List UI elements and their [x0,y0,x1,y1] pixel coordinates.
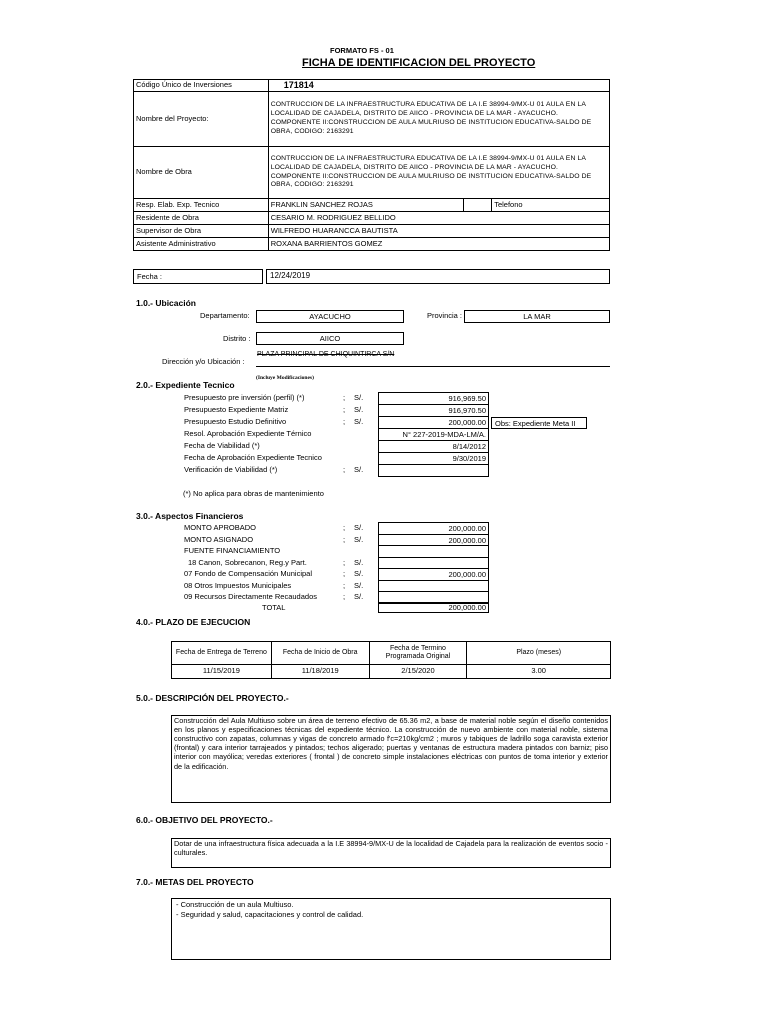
expediente-row-currency: S/. [354,465,364,474]
financiero-row-label: 08 Otros Impuestos Municipales [184,580,292,590]
provincia-value: LA MAR [464,310,610,323]
codigo-row [134,80,610,92]
codigo-label: Código Único de Inversiones [134,80,269,92]
metas-box [171,898,611,960]
resp-value: FRANKLIN SANCHEZ ROJAS [268,199,464,212]
financiero-row-value: 200,000.00 [378,522,489,535]
financiero-row-currency: S/. [354,557,364,567]
page-title: FICHA DE IDENTIFICACION DEL PROYECTO [302,57,536,69]
residente-value: CESARIO M. RODRIGUEZ BELLIDO [268,212,609,225]
financiero-row-label: MONTO ASIGNADO [184,534,254,544]
expediente-footnote: (*) No aplica para obras de mantenimiento [183,489,324,498]
plazo-header-meses: Plazo (meses) [467,642,611,665]
section-metas-heading: 7.0.- METAS DEL PROYECTO [136,877,254,887]
plazo-header-inicio: Fecha de Inicio de Obra [271,642,369,665]
nombre-proyecto-label: Nombre del Proyecto: [134,92,269,147]
expediente-row-value: 200,000.00 [378,416,489,429]
resp-label: Resp. Elab. Exp. Tecnico [134,199,269,212]
expediente-row-label: Presupuesto pre inversión (perfil) (*) [184,393,305,402]
fecha-label: Fecha : [137,272,163,281]
fecha-label-box [133,269,263,284]
provincia-label: Provincia : [427,311,463,320]
plazo-header-row [172,642,611,665]
residente-row [134,212,610,225]
financiero-row-currency: S/. [354,580,364,590]
codigo-value: 171814 [268,80,609,92]
financiero-row-separator: ; [343,534,346,544]
nombre-proyecto-row [134,92,610,147]
expediente-row-currency: S/. [354,393,364,402]
departamento-label: Departamento: [200,311,250,320]
section-objetivo-heading: 6.0.- OBJETIVO DEL PROYECTO.- [136,815,273,825]
financiero-row-separator: ; [343,569,346,578]
fecha-value: 12/24/2019 [270,271,311,280]
obs-expediente-box: Obs: Expediente Meta II [491,417,587,429]
expediente-row-value: 916,969.50 [378,392,489,405]
plazo-value-termino: 2/15/2020 [369,665,467,679]
expediente-row-separator: ; [343,405,346,414]
nombre-obra-row [134,147,610,199]
asistente-row [134,238,610,251]
financiero-row-label: 18 Canon, Sobrecanon, Reg.y Part. [188,557,307,567]
descripcion-text: Construcción del Aula Multiuso sobre un área de terreno efectivo de 65.36 m2, a base de material noble según el diseño contenidos en los planos y especificaciones técnicas del expediente técnico. La construcción de nuevo ambiente con material noble, sistema constructivo con zapatas, columnas y vigas de concreto armado f'c=210kg/cm2 ; muros y tabiques de ladrillo soga caravista exterior (frontal) y cara interior tarrajeados y pintados; techos aligerado; puertas y ventanas de estructura madera pintados con barniz; piso interior con mayólica; veredas exteriores ( frontal ) de concreto simple instalaciones eléctricas con puntos de toma interior y exterior de la edificación. [171,715,611,803]
financiero-row-value: 200,000.00 [378,568,489,581]
resp-row [134,199,610,212]
nombre-obra-label: Nombre de Obra [134,147,269,199]
plazo-table [171,641,611,679]
asistente-value: ROXANA BARRIENTOS GOMEZ [268,238,609,251]
metas-item: - Seguridad y salud, capacitaciones y control de calidad. [176,910,364,920]
expediente-row-value [378,464,489,477]
direccion-label: Dirección y/o Ubicación : [162,357,245,366]
financiero-row-label: 09 Recursos Directamente Recaudados [184,592,317,601]
expediente-row-label: Resol. Aprobación Expediente Térnico [184,429,312,438]
expediente-row-value: 9/30/2019 [378,452,489,465]
financiero-row-separator: ; [343,523,346,532]
expediente-row-value: 8/14/2012 [378,440,489,453]
expediente-row-label: Verificación de Viabilidad (*) [184,465,278,474]
plazo-value-inicio: 11/18/2019 [271,665,369,679]
financiero-row-separator: ; [343,557,346,567]
financiero-row-label: FUENTE FINANCIAMIENTO [184,546,281,555]
financiero-row-value: 200,000.00 [378,534,489,547]
distrito-label: Distrito : [223,334,251,343]
expediente-row-label: Presupuesto Estudio Definitivo [184,417,287,426]
incluye-modificaciones-note: (Incluye Modificaciones) [256,375,314,381]
plazo-value-row [172,665,611,679]
expediente-row-value: 916,970.50 [378,404,489,417]
expediente-row-currency: S/. [354,417,364,426]
expediente-row-label: Presupuesto Expediente Matriz [184,405,289,414]
expediente-row-value: N° 227-2019-MDA-LM/A. [378,428,489,441]
total-label: TOTAL [262,603,286,612]
residente-label: Residente de Obra [134,212,269,225]
total-value: 200,000.00 [378,602,489,613]
plazo-header-entrega: Fecha de Entrega de Terreno [172,642,272,665]
direccion-value: PLAZA PRINCIPAL DE CHIQUINTIRCA S/N [257,351,395,358]
financiero-row-currency: S/. [354,592,364,601]
supervisor-label: Supervisor de Obra [134,225,269,238]
expediente-row-separator: ; [343,393,346,402]
supervisor-row [134,225,610,238]
financiero-row-currency: S/. [354,569,364,578]
plazo-header-termino: Fecha de Termino Programada Original [369,642,467,665]
section-financieros-heading: 3.0.- Aspectos Financieros [136,511,244,521]
metas-item: - Construcción de un aula Multiuso. [176,900,294,909]
expediente-row-separator: ; [343,465,346,474]
section-ubicacion-heading: 1.0.- Ubicación [136,298,196,308]
direccion-underline [256,366,610,367]
distrito-value: AIICO [256,332,404,345]
asistente-label: Asistente Administrativo [134,238,269,251]
departamento-value: AYACUCHO [256,310,404,323]
identification-table [133,79,610,251]
supervisor-value: WILFREDO HUARANCCA BAUTISTA [268,225,609,238]
formato-code: FORMATO FS - 01 [330,46,394,55]
expediente-row-label: Fecha de Aprobación Expediente Tecnico [184,453,322,462]
telefono-label: Telefono [492,199,610,212]
nombre-obra-value: CONTRUCCION DE LA INFRAESTRUCTURA EDUCATIVA DE LA I.E 38994-9/MX-U 01 AULA EN LA LOCALIDAD DE CAJADELA, DISTRITO DE AIICO - PROVINCIA DE LA MAR - AYACUCHO. COMPONENTE II:CONSTRUCCION DE AULA MULRIUSO DE INSTITUCION EDUCATIVA-SALDO DE OBRA, CODIGO: 2163291 [268,147,609,199]
expediente-row-label: Fecha de Viabilidad (*) [184,441,260,450]
nombre-proyecto-value: CONTRUCCION DE LA INFRAESTRUCTURA EDUCATIVA DE LA I.E 38994-9/MX-U 01 AULA EN LA LOCALIDAD DE CAJADELA, DISTRITO DE AIICO - PROVINCIA DE LA MAR - AYACUCHO. COMPONENTE II:CONSTRUCCION DE AULA MULRIUSO DE INSTITUCION EDUCATIVA-SALDO DE OBRA, CODIGO: 2163291 [268,92,609,147]
section-plazo-heading: 4.0.- PLAZO DE EJECUCION [136,617,251,627]
section-expediente-heading: 2.0.- Expediente Tecnico [136,380,235,390]
financiero-row-separator: ; [343,580,346,590]
fecha-value-box [266,269,610,284]
financiero-row-label: MONTO APROBADO [184,523,256,532]
financiero-row-separator: ; [343,592,346,601]
financiero-row-label: 07 Fondo de Compensación Municipal [184,569,312,578]
financiero-row-currency: S/. [354,534,364,544]
expediente-row-currency: S/. [354,405,364,414]
objetivo-text: Dotar de una infraestructura física adecuada a la I.E 38994-9/MX-U de la localidad de Cajadela para la realización de eventos socio - culturales. [171,838,611,868]
financiero-row-currency: S/. [354,523,364,532]
expediente-row-separator: ; [343,417,346,426]
plazo-value-entrega: 11/15/2019 [172,665,272,679]
plazo-value-meses: 3.00 [467,665,611,679]
section-descripcion-heading: 5.0.- DESCRIPCIÓN DEL PROYECTO.- [136,693,289,703]
